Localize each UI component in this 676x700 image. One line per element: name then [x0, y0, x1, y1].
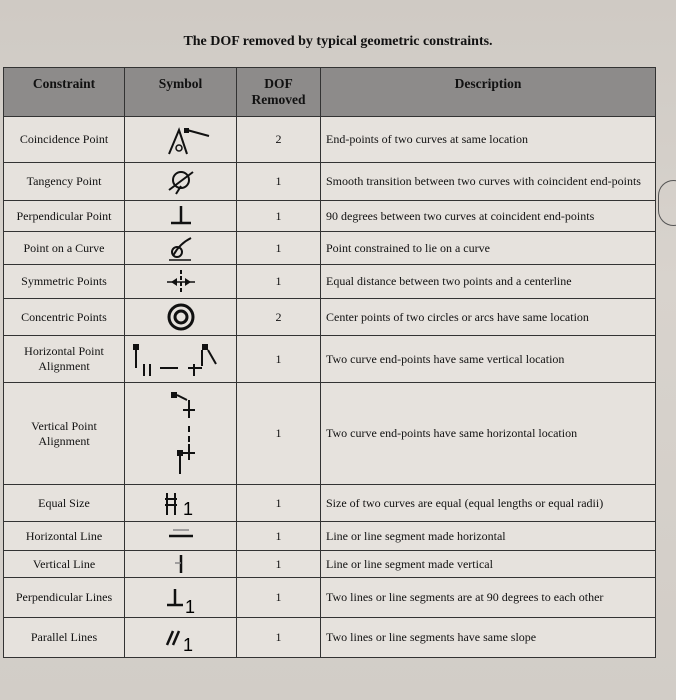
constraint-name: Symmetric Points: [4, 265, 125, 299]
perpendicular-point-icon: [131, 203, 231, 229]
dof-value: 1: [237, 522, 321, 551]
table-row: [4, 201, 656, 232]
table-row: [4, 163, 656, 201]
dof-table: [3, 67, 656, 658]
dof-value: 2: [237, 299, 321, 336]
description: 90 degrees between two curves at coincident end-points: [321, 201, 656, 232]
coincidence-point-icon: [131, 120, 231, 160]
parallel-lines-icon: [131, 621, 231, 655]
constraint-name: Concentric Points: [4, 299, 125, 336]
symbol-cell: [125, 383, 237, 485]
dof-value: 1: [237, 578, 321, 618]
table-row: [4, 336, 656, 383]
perpendicular-lines-icon: [131, 581, 231, 615]
dof-value: 1: [237, 201, 321, 232]
header-constraint: Constraint: [4, 68, 125, 117]
table-row: [4, 522, 656, 551]
table-row: [4, 618, 656, 658]
page-title: The DOF removed by typical geometric constraints.: [183, 34, 493, 49]
symbol-cell: [125, 485, 237, 522]
vertical-alignment-icon: [131, 386, 231, 482]
dof-value: 1: [237, 551, 321, 578]
header-row: [4, 68, 656, 117]
table-row: [4, 485, 656, 522]
parallel-lines-symbol-text: 1: [182, 634, 193, 655]
constraint-name: Parallel Lines: [4, 618, 125, 658]
dof-value: 1: [237, 485, 321, 522]
constraint-name: Tangency Point: [4, 163, 125, 201]
description: End-points of two curves at same location: [321, 117, 656, 163]
symbol-cell: [125, 117, 237, 163]
description: Smooth transition between two curves with coincident end-points: [321, 163, 656, 201]
header-description: Description: [321, 68, 656, 117]
symbol-cell: [125, 551, 237, 578]
horizontal-line-icon: [131, 524, 231, 548]
constraint-name: Vertical Line: [4, 551, 125, 578]
table-row: [4, 383, 656, 485]
constraint-name: Coincidence Point: [4, 117, 125, 163]
symbol-cell: [125, 299, 237, 336]
symbol-cell: [125, 265, 237, 299]
dof-value: 1: [237, 163, 321, 201]
symbol-cell: [125, 232, 237, 265]
constraint-name: Point on a Curve: [4, 232, 125, 265]
dof-value: 2: [237, 117, 321, 163]
constraint-name: Horizontal Line: [4, 522, 125, 551]
dof-value: 1: [237, 383, 321, 485]
vertical-line-icon: [131, 553, 231, 575]
dof-value: 1: [237, 265, 321, 299]
concentric-points-icon: [131, 301, 231, 333]
header-dof-line2: Removed: [251, 92, 306, 107]
table-row: [4, 117, 656, 163]
constraint-name: Vertical Point Alignment: [4, 383, 125, 485]
constraint-name: Equal Size: [4, 485, 125, 522]
constraint-name: Perpendicular Lines: [4, 578, 125, 618]
dof-value: 1: [237, 336, 321, 383]
description: Size of two curves are equal (equal lengths or equal radii): [321, 485, 656, 522]
point-on-curve-icon: [131, 234, 231, 262]
table-row: [4, 265, 656, 299]
constraint-name: Perpendicular Point: [4, 201, 125, 232]
symbol-cell: [125, 163, 237, 201]
symbol-cell: [125, 201, 237, 232]
header-dof-line1: DOF: [264, 76, 293, 91]
description: Point constrained to lie on a curve: [321, 232, 656, 265]
symbol-cell: [125, 618, 237, 658]
symmetric-points-icon: [131, 268, 231, 296]
table-row: [4, 578, 656, 618]
perpendicular-lines-symbol-text: 1: [184, 596, 195, 615]
table-row: [4, 299, 656, 336]
table-row: [4, 551, 656, 578]
symbol-cell: [125, 578, 237, 618]
description: Two curve end-points have same horizontal location: [321, 383, 656, 485]
constraint-name: Horizontal Point Alignment: [4, 336, 125, 383]
symbol-cell: [125, 522, 237, 551]
description: Center points of two circles or arcs have same location: [321, 299, 656, 336]
description: Two lines or line segments have same slope: [321, 618, 656, 658]
description: Two curve end-points have same vertical location: [321, 336, 656, 383]
equal-size-symbol-text: 1: [182, 499, 193, 519]
header-dof: [237, 68, 321, 117]
description: Equal distance between two points and a centerline: [321, 265, 656, 299]
description: Two lines or line segments are at 90 degrees to each other: [321, 578, 656, 618]
horizontal-alignment-icon: [130, 338, 240, 380]
page-edge-bracket: [658, 180, 676, 226]
dof-value: 1: [237, 618, 321, 658]
description: Line or line segment made horizontal: [321, 522, 656, 551]
description: Line or line segment made vertical: [321, 551, 656, 578]
header-symbol: Symbol: [125, 68, 237, 117]
symbol-cell: [125, 336, 237, 383]
equal-size-icon: [131, 487, 231, 519]
tangency-point-icon: [131, 166, 231, 198]
dof-value: 1: [237, 232, 321, 265]
table-row: [4, 232, 656, 265]
